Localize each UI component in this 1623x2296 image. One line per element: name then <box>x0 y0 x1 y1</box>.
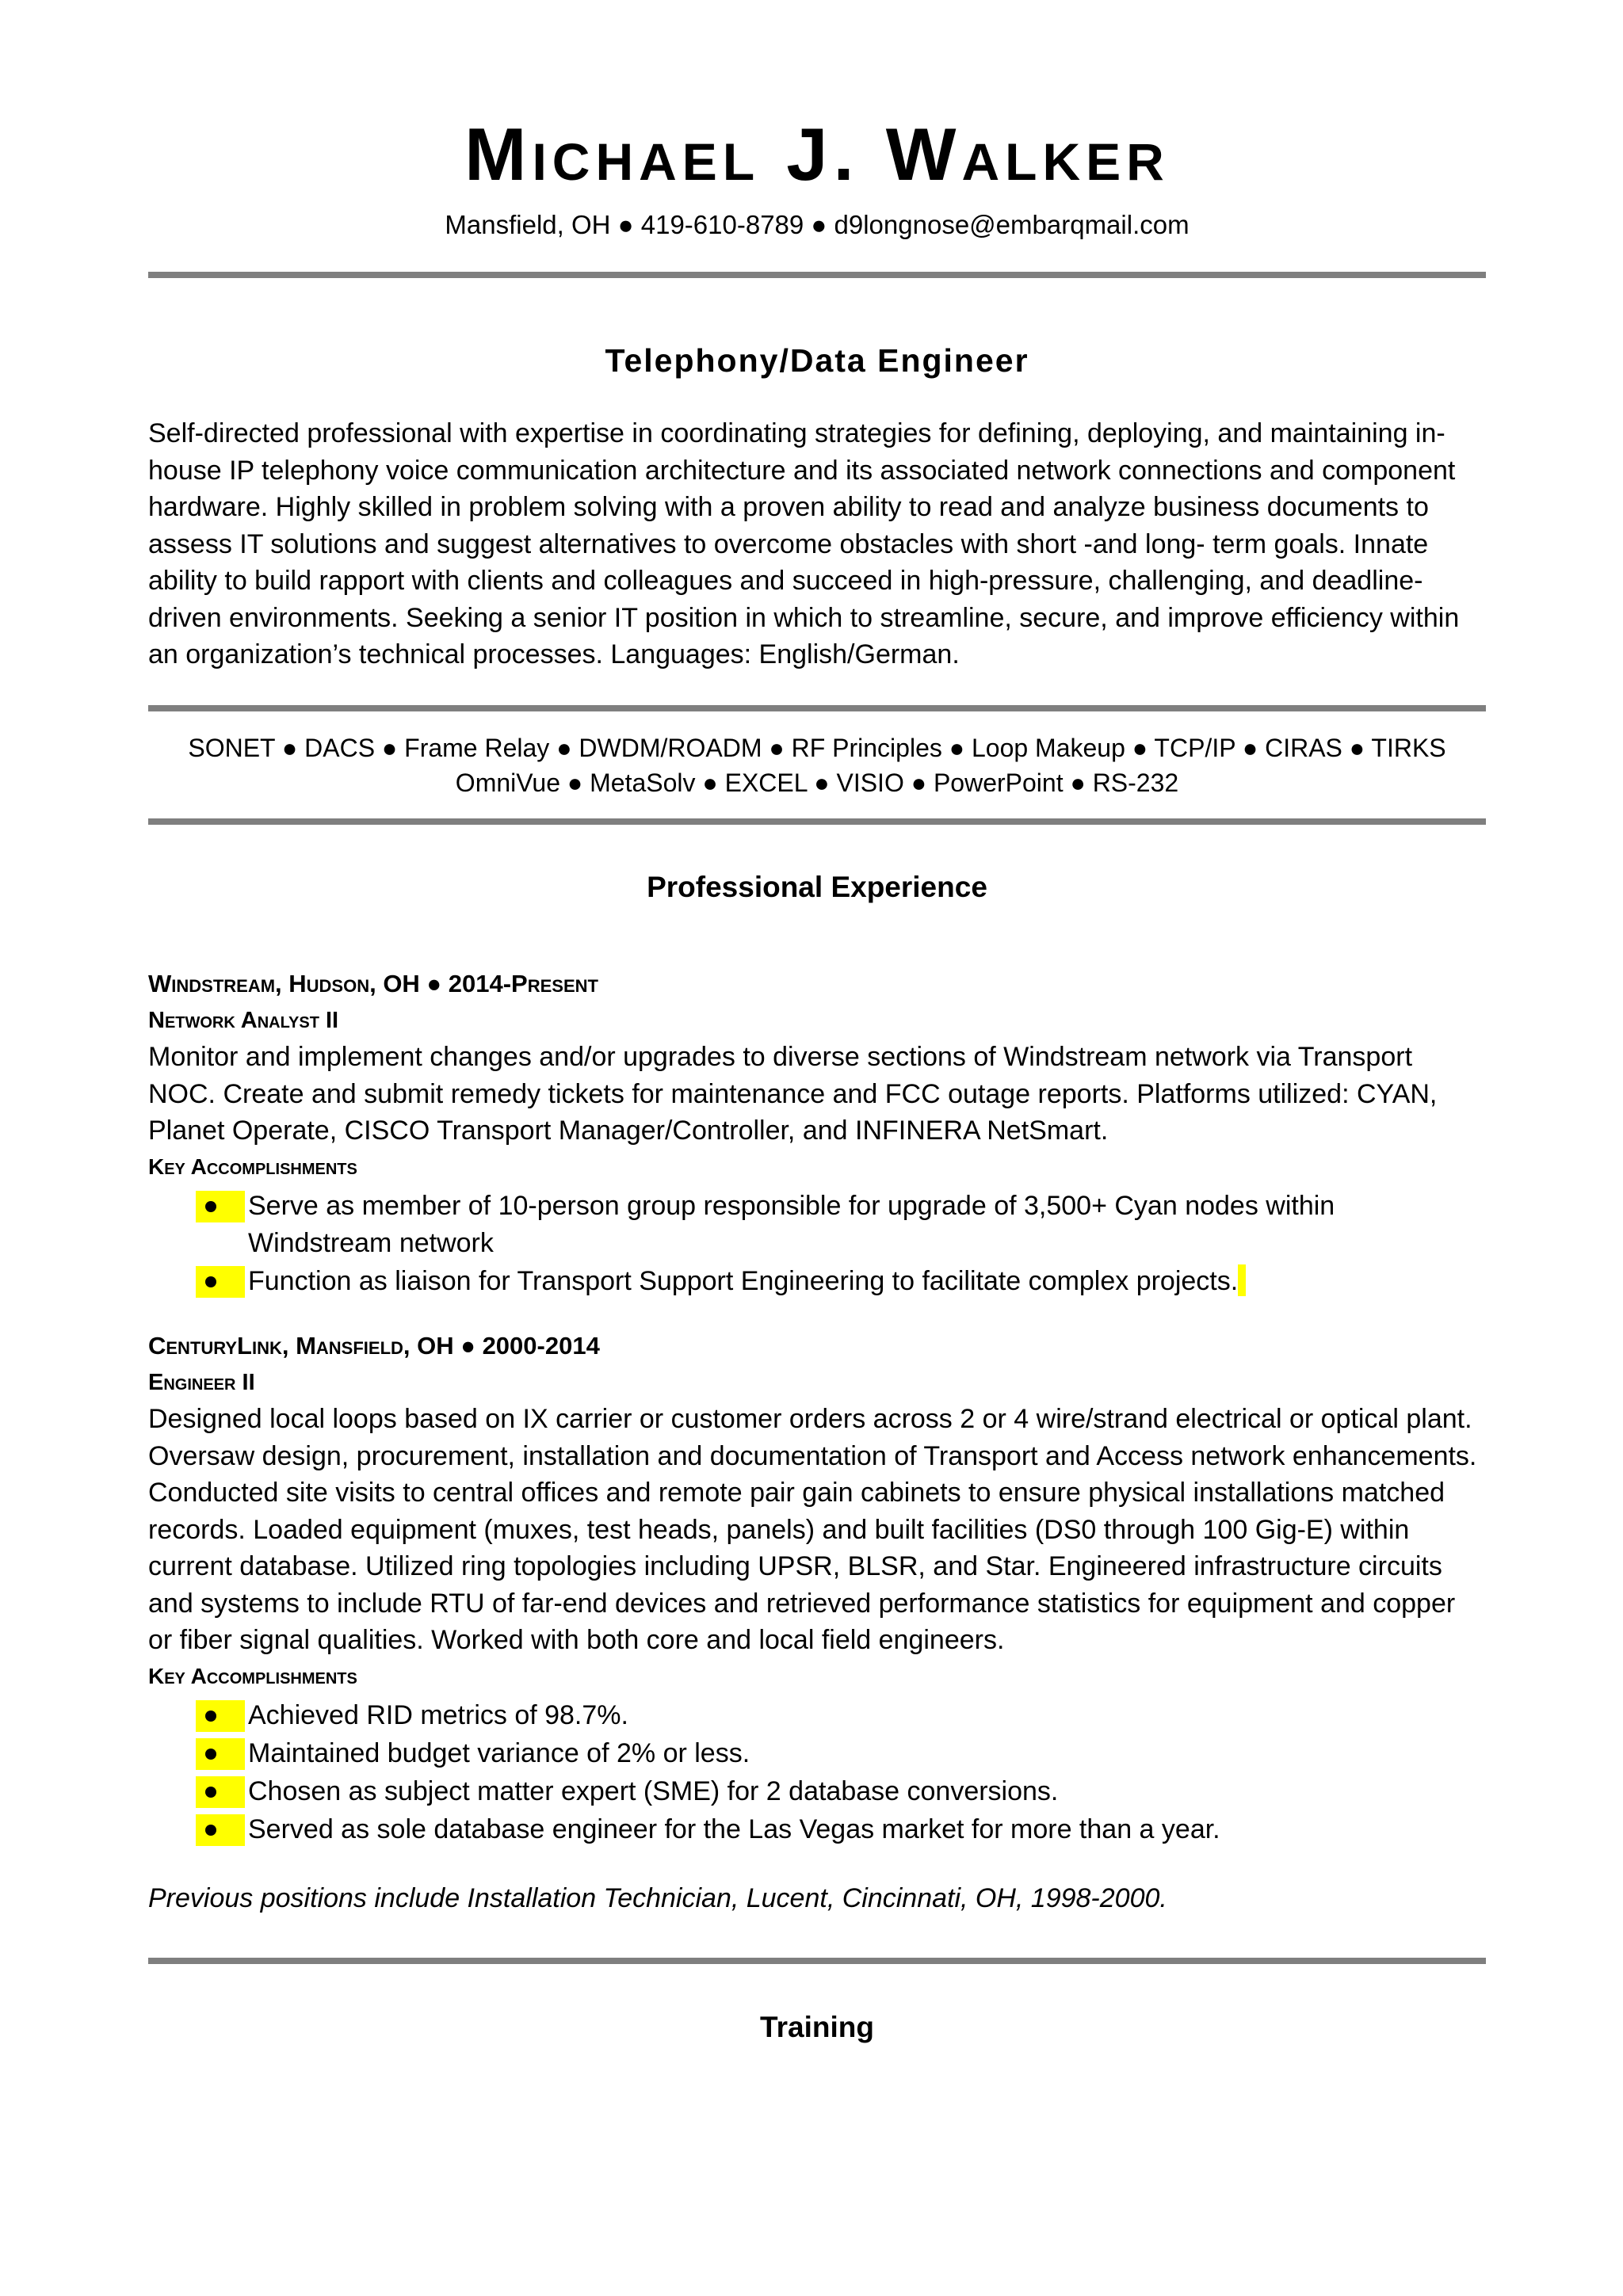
job-entry <box>148 966 1486 1301</box>
accomplishment-text: Served as sole database engineer for the Las Vegas market for more than a year. <box>248 1814 1220 1844</box>
job-description: Monitor and implement changes and/or upgrades to diverse sections of Windstream network via Transport NOC. Create and submit remedy tickets for maintenance and FCC outage reports. Platforms utilized: CYAN, Planet Operate, CISCO Transport Manager/Controller, and INFINERA NetSmart. <box>148 1042 1438 1146</box>
accomplishment-text: Maintained budget variance of 2% or less. <box>248 1737 750 1768</box>
list-item <box>148 1263 1486 1300</box>
candidate-name: Michael J. Walker <box>464 113 1170 196</box>
job-entry <box>148 1328 1486 1849</box>
section-title-experience: Professional Experience <box>647 871 987 903</box>
list-item <box>148 1773 1486 1810</box>
highlighted-bullet-icon <box>196 1191 245 1222</box>
section-title-training: Training <box>760 2011 874 2043</box>
job-role: Engineer II <box>148 1370 255 1395</box>
accomplishment-text: Achieved RID metrics of 98.7%. <box>248 1699 628 1730</box>
list-item <box>148 1697 1486 1734</box>
highlight-mark <box>1238 1264 1246 1296</box>
skills-line: SONET ● DACS ● Frame Relay ● DWDM/ROADM ● RF Principles ● Loop Makeup ● TCP/IP ● CIRAS ● TIRKS <box>188 734 1446 762</box>
highlighted-bullet-icon <box>196 1738 245 1770</box>
accomplishments-list <box>148 1188 1486 1300</box>
accomplishments-list <box>148 1697 1486 1848</box>
skills-line: OmniVue ● MetaSolv ● EXCEL ● VISIO ● PowerPoint ● RS-232 <box>455 769 1179 797</box>
contact-line: Mansfield, OH ● 419-610-8789 ● d9longnose@embarqmail.com <box>445 210 1190 239</box>
list-item <box>148 1188 1486 1262</box>
highlighted-bullet-icon <box>196 1814 245 1846</box>
job-description: Designed local loops based on IX carrier or customer orders across 2 or 4 wire/strand electrical or optical plant. Oversaw design, procurement, installation and documentation of Transport and Access network enhancements. Conducted site visits to central offices and remote pair gain cabinets to ensure physical installations matched records. Loaded equipment (muxes, test heads, panels) and built facilities (DS0 through 100 Gig-E) within current database. Utilized ring topologies including UPSR, BLSR, and Star. Engineered infrastructure circuits and systems to include RTU of far-end devices and retrieved performance statistics for equipment and copper or fiber signal qualities. Worked with both core and local field engineers. <box>148 1404 1477 1655</box>
divider-rule <box>148 705 1486 711</box>
highlighted-bullet-icon <box>196 1776 245 1808</box>
key-accomplishments-title: Key Accomplishments <box>148 1154 357 1179</box>
list-item <box>148 1811 1486 1848</box>
skills-list <box>148 730 1486 800</box>
job-heading: Windstream, Hudson, OH ● 2014-Present <box>148 970 598 997</box>
accomplishment-text: Function as liaison for Transport Support Engineering to facilitate complex projects. <box>248 1265 1239 1296</box>
job-heading: CenturyLink, Mansfield, OH ● 2000-2014 <box>148 1332 600 1360</box>
divider-rule <box>148 818 1486 825</box>
highlighted-bullet-icon <box>196 1700 245 1732</box>
divider-rule <box>148 272 1486 278</box>
highlighted-bullet-icon <box>196 1266 245 1298</box>
accomplishment-text: Chosen as subject matter expert (SME) for 2 database conversions. <box>248 1775 1059 1806</box>
job-role: Network Analyst II <box>148 1008 339 1033</box>
target-role-title: Telephony/Data Engineer <box>605 342 1029 379</box>
summary-paragraph: Self-directed professional with expertise in coordinating strategies for defining, deploying, and maintaining in-house IP telephony voice communication architecture and its associated network connections and component hardware. Highly skilled in problem solving with a proven ability to read and analyze business documents to assess IT solutions and suggest alternatives to overcome obstacles with short -and long- term goals. Innate ability to build rapport with clients and colleagues and succeed in high-pressure, challenging, and deadline-driven environments. Seeking a senior IT position in which to streamline, secure, and improve efficiency within an organization’s technical processes. Languages: English/German. <box>148 418 1460 669</box>
divider-rule <box>148 1958 1486 1964</box>
previous-positions-note: Previous positions include Installation Technician, Lucent, Cincinnati, OH, 1998-2000. <box>148 1883 1167 1913</box>
key-accomplishments-title: Key Accomplishments <box>148 1663 357 1688</box>
accomplishment-text: Serve as member of 10-person group responsible for upgrade of 3,500+ Cyan nodes within Windstream network <box>248 1190 1335 1258</box>
list-item <box>148 1735 1486 1772</box>
